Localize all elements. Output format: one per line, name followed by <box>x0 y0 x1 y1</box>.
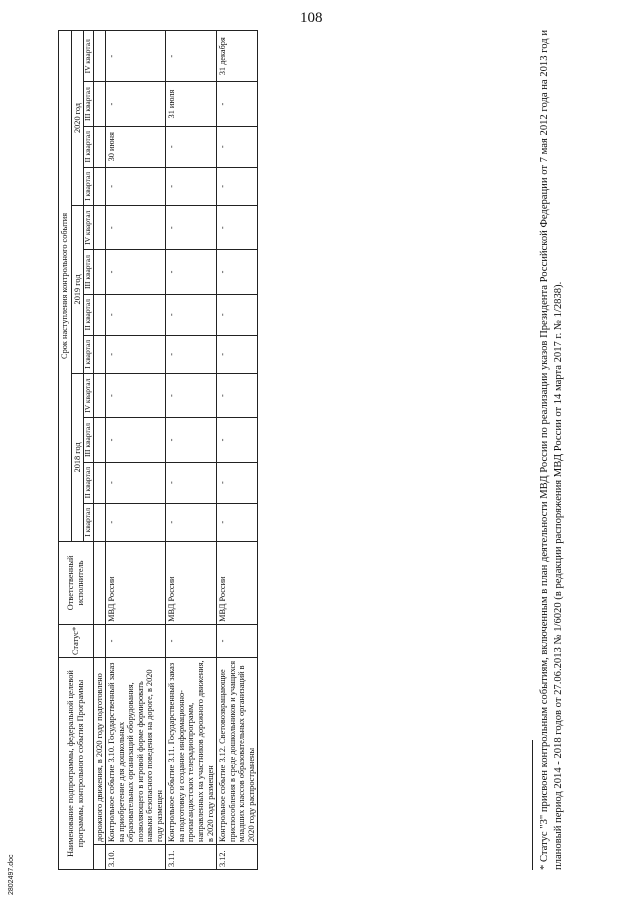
header-name: Наименование подпрограммы, федеральной целевой программы, контрольного события Программы <box>59 658 94 870</box>
control-events-table <box>58 30 258 870</box>
row-executor: МВД России <box>166 541 217 624</box>
row-deadline-cell: - <box>217 418 258 462</box>
row-deadline-cell: - <box>166 418 217 462</box>
continuation-text: дорожного движения, в 2020 году подготовлено <box>93 658 106 845</box>
quarter-header: II квартал <box>84 126 94 167</box>
year-header: 2018 год <box>71 373 84 541</box>
quarter-header: I квартал <box>84 503 94 541</box>
row-deadline-cell: - <box>106 167 166 205</box>
quarter-header: III квартал <box>84 418 94 462</box>
row-deadline-cell: - <box>217 294 258 335</box>
year-header: 2019 год <box>71 205 84 373</box>
row-deadline-cell: - <box>217 503 258 541</box>
row-deadline-cell: - <box>217 250 258 294</box>
quarter-header: III квартал <box>84 82 94 126</box>
continuation-row <box>93 31 106 870</box>
row-deadline-cell: - <box>217 462 258 503</box>
row-deadline-cell: - <box>166 205 217 249</box>
row-deadline-cell: - <box>106 335 166 373</box>
row-deadline-cell: - <box>217 82 258 126</box>
quarter-header: IV квартал <box>84 31 94 83</box>
row-deadline-cell: - <box>166 373 217 417</box>
quarter-header: I квартал <box>84 335 94 373</box>
header-status: Статус* <box>59 624 94 657</box>
quarter-header: II квартал <box>84 294 94 335</box>
row-executor: МВД России <box>217 541 258 624</box>
table-row <box>166 31 217 870</box>
row-deadline-cell: 31 декабря <box>217 31 258 83</box>
row-deadline-cell: - <box>106 373 166 417</box>
row-deadline-cell: - <box>166 503 217 541</box>
quarter-header: IV квартал <box>84 373 94 417</box>
row-deadline-cell: - <box>106 503 166 541</box>
row-deadline-cell: - <box>106 462 166 503</box>
row-deadline-cell: 31 июля <box>166 82 217 126</box>
row-number: 3.10. <box>106 845 166 870</box>
quarter-header: IV квартал <box>84 205 94 249</box>
row-deadline-cell: - <box>106 31 166 83</box>
header-deadline: Срок наступления контрольного события <box>59 31 72 542</box>
row-deadline-cell: 30 июня <box>106 126 166 167</box>
page-number: 108 <box>300 10 323 26</box>
row-name: Контрольное событие 3.11. Государственный заказ на подготовку и создание информационно-пропагандистских телерадиопрограмм, направленных на участников дорожного движения, в 2020 году размещен <box>166 658 217 845</box>
row-deadline-cell: - <box>106 82 166 126</box>
rotated-page-content <box>58 30 610 870</box>
file-name: 2802497.doc <box>8 854 15 895</box>
row-deadline-cell: - <box>217 167 258 205</box>
row-deadline-cell: - <box>166 294 217 335</box>
row-number: 3.12. <box>217 845 258 870</box>
row-deadline-cell: - <box>217 373 258 417</box>
row-name: Контрольное событие 3.10. Государственный заказ на приобретение для дошкольных образовательных организаций оборудования, позволяющего в игровой форме формировать навыки безопасного поведения на дороге, в 2020 году размещен <box>106 658 166 845</box>
row-deadline-cell: - <box>106 418 166 462</box>
row-deadline-cell: - <box>166 250 217 294</box>
row-deadline-cell: - <box>166 462 217 503</box>
row-deadline-cell: - <box>217 335 258 373</box>
quarter-header: III квартал <box>84 250 94 294</box>
row-status: - <box>166 624 217 657</box>
year-header: 2020 год <box>71 31 84 206</box>
row-deadline-cell: - <box>106 294 166 335</box>
quarter-header: II квартал <box>84 462 94 503</box>
row-status: - <box>217 624 258 657</box>
row-status: - <box>106 624 166 657</box>
row-deadline-cell: - <box>166 126 217 167</box>
row-deadline-cell: - <box>217 205 258 249</box>
footnote: * Статус "3" присвоен контрольным событиям, включенным в план деятельности МВД России по реализации указов Президента Российской Федерации от 7 мая 2012 года на 2013 год и плановый период 2014 - 2018 годов от 27.06.2013 № 1/6020 (в редакции распоряжения МВД России от 14 марта 2017 г. № 1/2838). <box>539 30 565 870</box>
row-deadline-cell: - <box>106 250 166 294</box>
row-name: Контрольное событие 3.12. Световозвращающие приспособления в среде дошкольников и учащихся младших классов образовательных организаций в 2020 году распространены <box>217 658 258 845</box>
header-executor: Ответственный исполнитель <box>59 541 94 624</box>
table-row <box>217 31 258 870</box>
row-deadline-cell: - <box>217 126 258 167</box>
row-executor: МВД России <box>106 541 166 624</box>
footnote-separator <box>532 740 533 870</box>
row-deadline-cell: - <box>106 205 166 249</box>
row-deadline-cell: - <box>166 167 217 205</box>
row-number: 3.11. <box>166 845 217 870</box>
row-deadline-cell: - <box>166 31 217 83</box>
table-row <box>106 31 166 870</box>
quarter-header: I квартал <box>84 167 94 205</box>
row-deadline-cell: - <box>166 335 217 373</box>
